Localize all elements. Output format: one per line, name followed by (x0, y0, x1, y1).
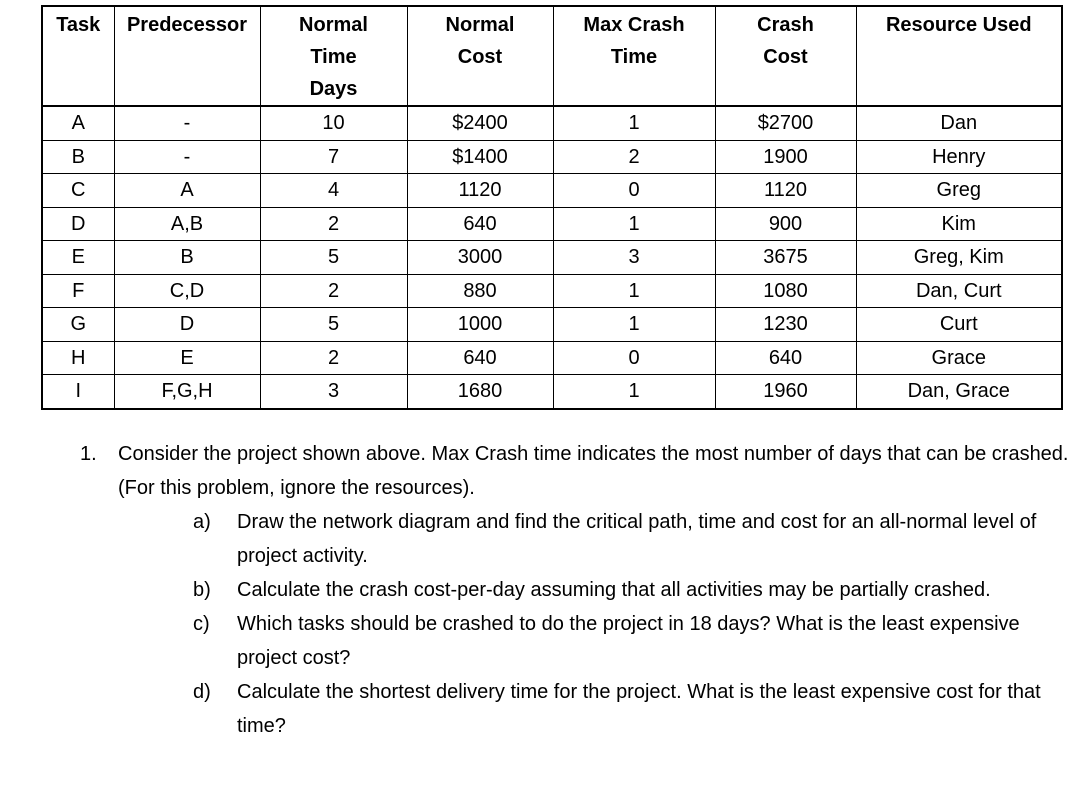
table-row (42, 207, 1062, 241)
cell-predecessor: F,G,H (114, 375, 260, 409)
cell-predecessor: - (114, 106, 260, 140)
cell-max-crash: 1 (553, 274, 715, 308)
question-part-d (193, 675, 1070, 743)
question-part-c (193, 607, 1070, 675)
table-row (42, 308, 1062, 342)
table-row (42, 341, 1062, 375)
cell-max-crash: 2 (553, 140, 715, 174)
cell-crash-cost: 1960 (715, 375, 856, 409)
cell-predecessor: A (114, 174, 260, 208)
question-part-a (193, 505, 1070, 573)
cell-normal-time: 10 (260, 106, 407, 140)
cell-crash-cost: 1900 (715, 140, 856, 174)
cell-task: G (42, 308, 114, 342)
table-row (42, 174, 1062, 208)
cell-task: C (42, 174, 114, 208)
cell-resource: Dan, Curt (856, 274, 1062, 308)
cell-normal-time: 2 (260, 274, 407, 308)
cell-predecessor: - (114, 140, 260, 174)
cell-resource: Greg, Kim (856, 241, 1062, 275)
cell-resource: Grace (856, 341, 1062, 375)
cell-normal-time: 4 (260, 174, 407, 208)
cell-task: D (42, 207, 114, 241)
table-row (42, 106, 1062, 140)
cell-normal-cost: $1400 (407, 140, 553, 174)
cell-predecessor: E (114, 341, 260, 375)
cell-predecessor: C,D (114, 274, 260, 308)
header-task: Task (42, 6, 114, 106)
cell-resource: Dan (856, 106, 1062, 140)
part-label: a) (193, 511, 211, 533)
cell-crash-cost: 900 (715, 207, 856, 241)
cell-normal-cost: $2400 (407, 106, 553, 140)
cell-normal-time: 2 (260, 341, 407, 375)
cell-normal-cost: 640 (407, 341, 553, 375)
part-text: Calculate the crash cost-per-day assuming that all activities may be partially crashed. (237, 579, 991, 601)
question-part-b (193, 573, 1070, 607)
cell-task: H (42, 341, 114, 375)
cell-normal-time: 5 (260, 241, 407, 275)
header-max-crash-time: Max Crash Time (553, 6, 715, 106)
header-normal-time: Normal Time Days (260, 6, 407, 106)
cell-normal-time: 5 (260, 308, 407, 342)
cell-normal-time: 2 (260, 207, 407, 241)
header-predecessor: Predecessor (114, 6, 260, 106)
cell-crash-cost: 1080 (715, 274, 856, 308)
table-row (42, 140, 1062, 174)
cell-task: B (42, 140, 114, 174)
cell-crash-cost: $2700 (715, 106, 856, 140)
table-row (42, 375, 1062, 409)
cell-predecessor: A,B (114, 207, 260, 241)
question-block (80, 437, 1070, 743)
cell-task: A (42, 106, 114, 140)
part-label: d) (193, 681, 211, 703)
cell-max-crash: 3 (553, 241, 715, 275)
cell-max-crash: 0 (553, 341, 715, 375)
cell-crash-cost: 1120 (715, 174, 856, 208)
cell-predecessor: D (114, 308, 260, 342)
cell-max-crash: 1 (553, 106, 715, 140)
header-crash-cost: Crash Cost (715, 6, 856, 106)
cell-normal-cost: 640 (407, 207, 553, 241)
part-label: b) (193, 579, 211, 601)
cell-max-crash: 1 (553, 375, 715, 409)
question-number: 1. (80, 443, 97, 465)
cell-normal-cost: 880 (407, 274, 553, 308)
part-text: Calculate the shortest delivery time for the project. What is the least expensive cost for that time? (237, 681, 1041, 737)
cell-resource: Dan, Grace (856, 375, 1062, 409)
cell-resource: Greg (856, 174, 1062, 208)
cell-normal-cost: 1000 (407, 308, 553, 342)
table-row (42, 274, 1062, 308)
header-resource-used: Resource Used (856, 6, 1062, 106)
cell-task: E (42, 241, 114, 275)
cell-max-crash: 0 (553, 174, 715, 208)
cell-normal-cost: 3000 (407, 241, 553, 275)
table-header-row (42, 6, 1062, 106)
cell-normal-time: 3 (260, 375, 407, 409)
header-normal-cost: Normal Cost (407, 6, 553, 106)
cell-predecessor: B (114, 241, 260, 275)
cell-resource: Kim (856, 207, 1062, 241)
part-text: Draw the network diagram and find the critical path, time and cost for an all-normal level of project activity. (237, 511, 1037, 567)
question-text: Consider the project shown above. Max Crash time indicates the most number of days that can be crashed. (For this problem, ignore the resources). (118, 443, 1069, 499)
project-table (41, 5, 1063, 410)
cell-normal-time: 7 (260, 140, 407, 174)
cell-crash-cost: 640 (715, 341, 856, 375)
part-text: Which tasks should be crashed to do the project in 18 days? What is the least expensive project cost? (237, 613, 1020, 669)
cell-max-crash: 1 (553, 308, 715, 342)
cell-max-crash: 1 (553, 207, 715, 241)
table-row (42, 241, 1062, 275)
cell-resource: Henry (856, 140, 1062, 174)
cell-normal-cost: 1120 (407, 174, 553, 208)
cell-crash-cost: 3675 (715, 241, 856, 275)
cell-crash-cost: 1230 (715, 308, 856, 342)
cell-task: I (42, 375, 114, 409)
cell-resource: Curt (856, 308, 1062, 342)
part-label: c) (193, 613, 210, 635)
cell-normal-cost: 1680 (407, 375, 553, 409)
cell-task: F (42, 274, 114, 308)
